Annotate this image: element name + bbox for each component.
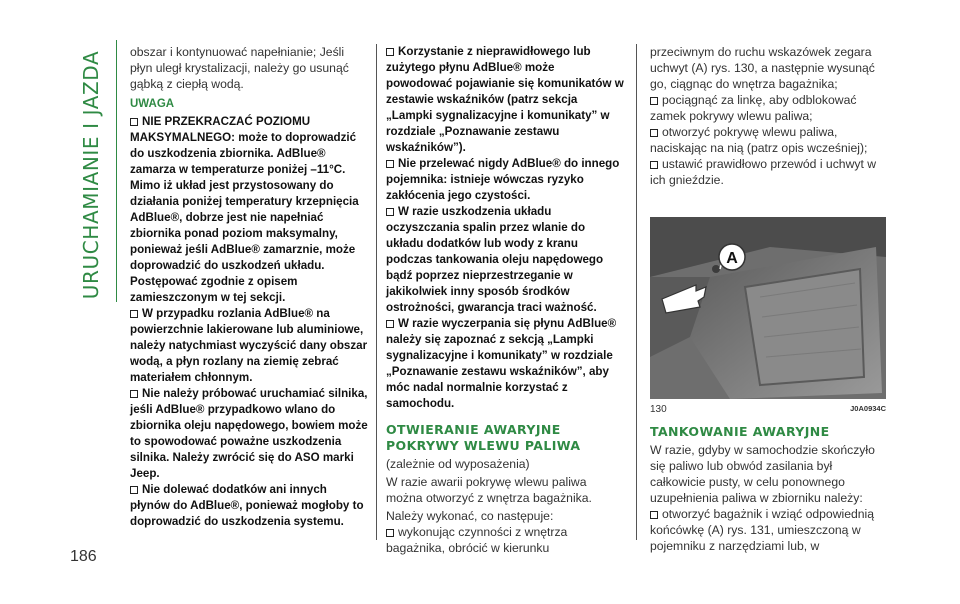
column-3 — [650, 44, 886, 188]
checkbox-bullet-icon — [130, 390, 138, 398]
section-title-fuel-flap: OTWIERANIE AWARYJNE POKRYWY WLEWU PALIWA — [386, 422, 581, 453]
figure-number: 130 — [650, 404, 667, 415]
warning-item: Korzystanie z nieprawidłowego lub zużytego płynu AdBlue® może powodować pojawianie się komunikatów w zestawie wskaźników (patrz sekcja „Lampki sygnalizacyjne i komunikaty” w rozdziale „Poznawanie zestawu wskaźników”). — [386, 45, 624, 154]
paragraph: W razie, gdyby w samochodzie skończyło się paliwo lub obwód zasilania był całkowicie pusty, w celu ponownego uzupełnienia paliwa w zbiorniku należy: — [650, 443, 875, 505]
page-number: 186 — [70, 548, 97, 565]
chapter-title — [74, 50, 108, 300]
warning-item: Nie należy próbować uruchamiać silnika, jeśli AdBlue® przypadkowo wlano do zbiornika oleju napędowego, bowiem może to spowodować poważne uszkodzenia silnika. Należy zwrócić się do ASO marki Jeep. — [130, 387, 368, 480]
trunk-panel-illustration — [650, 217, 886, 399]
warning-item: NIE PRZEKRACZAĆ POZIOMU MAKSYMALNEGO: może to doprowadzić do uszkodzenia zbiornika. AdBlue® zamarza w temperaturze poniżej –11°C. Mimo iż układ jest przystosowany do działania poniżej temperatury krzepnięcia AdBlue®, dobrze jest nie napełniać zbiornika ponad poziom maksymalny, ponieważ jeśli AdBlue® zamarznie, może doprowadzić do uszkodzeń układu. Postępować zgodnie z opisem zamieszczonym w tej sekcji. — [130, 115, 359, 304]
chapter-title-text: URUCHAMIANIE I JAZDA — [79, 50, 103, 300]
warning-item: W przypadku rozlania AdBlue® na powierzchnie lakierowane lub aluminiowe, należy natychmiast wyczyścić dany obszar wodą, a płyn rozlany na ziemię zebrać materiałem chłonnym. — [130, 307, 368, 384]
column-1 — [130, 44, 368, 530]
column-2 — [386, 44, 624, 556]
column-divider-1 — [376, 44, 377, 540]
checkbox-bullet-icon — [650, 129, 658, 137]
warning-item: Nie dolewać dodatków ani innych płynów do AdBlue®, ponieważ mogłoby to doprowadzić do uszkodzenia systemu. — [130, 483, 364, 528]
warning-item: W razie wyczerpania się płynu AdBlue® należy się zapoznać z sekcją „Lampki sygnalizacyjne i komunikaty” w rozdziale „Poznawanie zestawu wskaźników”, aby móc nadal normalnie korzystać z samochodu. — [386, 317, 617, 410]
step-item: wykonując czynności z wnętrza bagażnika, obrócić w kierunku — [386, 525, 568, 555]
step-item: otworzyć pokrywę wlewu paliwa, naciskając na nią (patrz opis wcześniej); — [650, 125, 868, 155]
step-item: ustawić prawidłowo przewód i uchwyt w ich gnieździe. — [650, 157, 877, 187]
checkbox-bullet-icon — [386, 160, 394, 168]
paragraph: W razie awarii pokrywę wlewu paliwa można otworzyć z wnętrza bagażnika. — [386, 475, 592, 505]
section-title-emergency-refuel: TANKOWANIE AWARYJNE — [650, 424, 830, 439]
checkbox-bullet-icon — [386, 320, 394, 328]
callout-label: A — [726, 250, 738, 267]
checkbox-bullet-icon — [386, 48, 394, 56]
step-item: otworzyć bagażnik i wziąć odpowiednią końcówkę (A) rys. 131, umieszczoną w pojemniku z narzędziami lub, w — [650, 507, 875, 553]
checkbox-bullet-icon — [130, 118, 138, 126]
warning-item: Nie przelewać nigdy AdBlue® do innego pojemnika: istnieje wówczas ryzyko zakłócenia jego czystości. — [386, 157, 620, 202]
qualifier-text: (zależnie od wyposażenia) — [386, 457, 530, 471]
checkbox-bullet-icon — [386, 529, 394, 537]
checkbox-bullet-icon — [650, 511, 658, 519]
column-3-lower — [650, 424, 886, 554]
checkbox-bullet-icon — [650, 97, 658, 105]
figure-photo — [650, 217, 886, 399]
column-divider-2 — [636, 44, 637, 540]
checkbox-bullet-icon — [130, 486, 138, 494]
warning-label: UWAGA — [130, 98, 175, 110]
figure-code: J0A0934C — [850, 404, 886, 413]
chapter-divider — [116, 40, 117, 302]
intro-paragraph: obszar i kontynuować napełnianie; Jeśli płyn uległ krystalizacji, należy go usunąć gąbką z ciepłą wodą. — [130, 45, 349, 91]
paragraph: przeciwnym do ruchu wskazówek zegara uchwyt (A) rys. 130, a następnie wysunąć go, ciągnąc do wnętrza bagażnika; — [650, 45, 875, 91]
step-item: pociągnąć za linkę, aby odblokować zamek pokrywy wlewu paliwa; — [650, 93, 857, 123]
checkbox-bullet-icon — [386, 208, 394, 216]
paragraph: Należy wykonać, co następuje: — [386, 509, 554, 523]
checkbox-bullet-icon — [130, 310, 138, 318]
figure-caption — [650, 404, 886, 415]
warning-item: W razie uszkodzenia układu oczyszczania spalin przez wlanie do układu dodatków lub wody z kranu podczas tankowania oleju napędowego bądź poprzez nieprzestrzeganie w jakikolwiek inny sposób środków ostrożności, gwarancja traci ważność. — [386, 205, 604, 314]
checkbox-bullet-icon — [650, 161, 658, 169]
